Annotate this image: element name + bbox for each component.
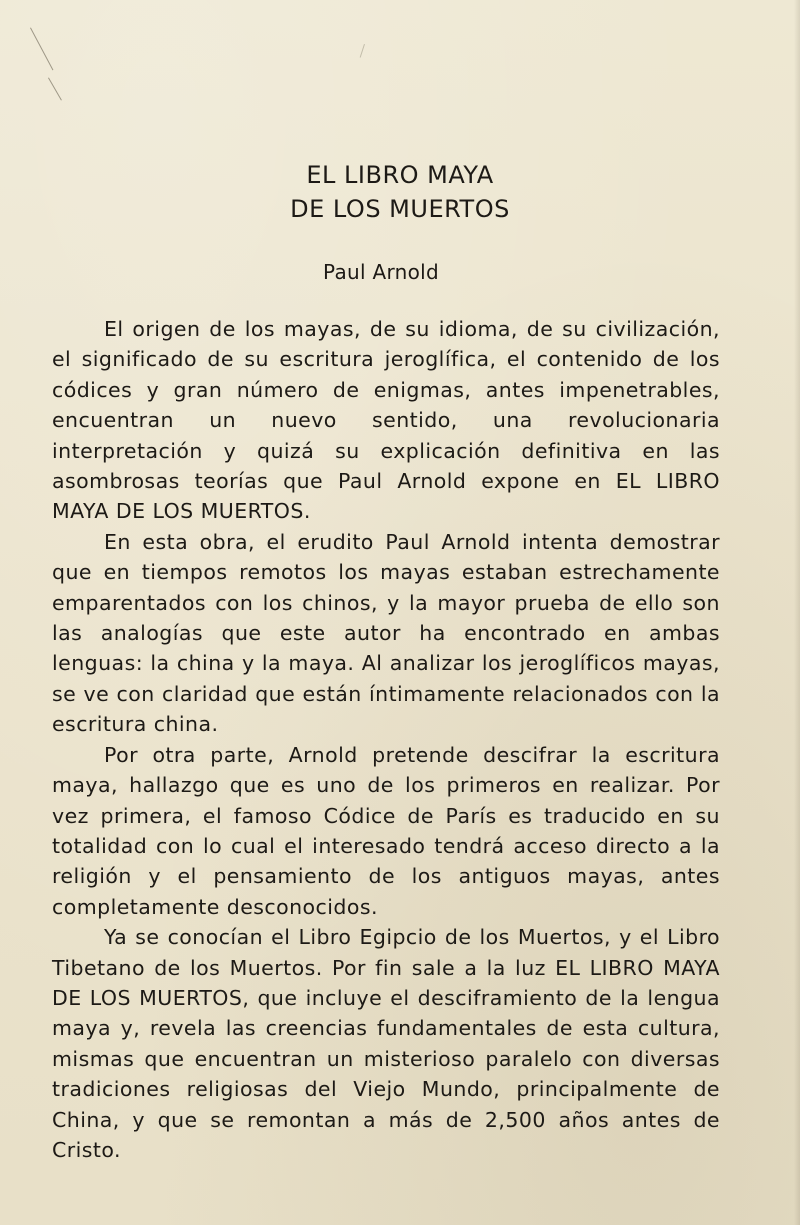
synopsis-paragraph-2: En esta obra, el erudito Paul Arnold intenta demostrar que en tiempos remotos los mayas estaban estrechamente emparentados con los chinos, y la mayor prueba de ello son las analogías que este autor ha encontrado en ambas lenguas: la china y la maya. Al analizar los jeroglíficos mayas, se ve con claridad que están íntimamente relacionados con la escritura china. bbox=[52, 529, 720, 737]
synopsis-paragraph-1: El origen de los mayas, de su idioma, de su civilización, el significado de su escritura jeroglífica, el contenido de los códices y gran número de enigmas, antes impenetrables, encuentran un nuevo sentido, una revolucionaria interpretación y quizá su explicación definitiva en las asombrosas teorías que Paul Arnold expone en EL LIBRO MAYA DE LOS MUERTOS. bbox=[52, 317, 720, 524]
book-title-line-1: EL LIBRO MAYA bbox=[306, 161, 494, 189]
paper-crease bbox=[360, 44, 365, 58]
paper-crease bbox=[48, 78, 62, 101]
synopsis-text bbox=[52, 314, 720, 1165]
paper-crease bbox=[30, 28, 53, 71]
book-author: Paul Arnold bbox=[322, 260, 440, 284]
book-title-line-2: DE LOS MUERTOS bbox=[290, 195, 510, 223]
synopsis-paragraph-4: Ya se conocían el Libro Egipcio de los Muertos, y el Libro Tibetano de los Muertos. Por fin sale a la luz EL LIBRO MAYA DE LOS MUERTOS, que incluye el desciframiento de la lengua maya y, revela las creencias fundamentales de esta cultura, mismas que encuentran un misterioso paralelo con diversas tradiciones religiosas del Viejo Mundo, principalmente de China, y que se remontan a más de 2,500 años antes de Cristo. bbox=[52, 925, 720, 1162]
synopsis-paragraph-3: Por otra parte, Arnold pretende descifrar la escritura maya, hallazgo que es uno de los primeros en realizar. Por vez primera, el famoso Códice de París es traducido en su totalidad con lo cual el interesado tendrá acceso directo a la religión y el pensamiento de los antiguos mayas, antes completamente desconocidos. bbox=[52, 742, 720, 919]
